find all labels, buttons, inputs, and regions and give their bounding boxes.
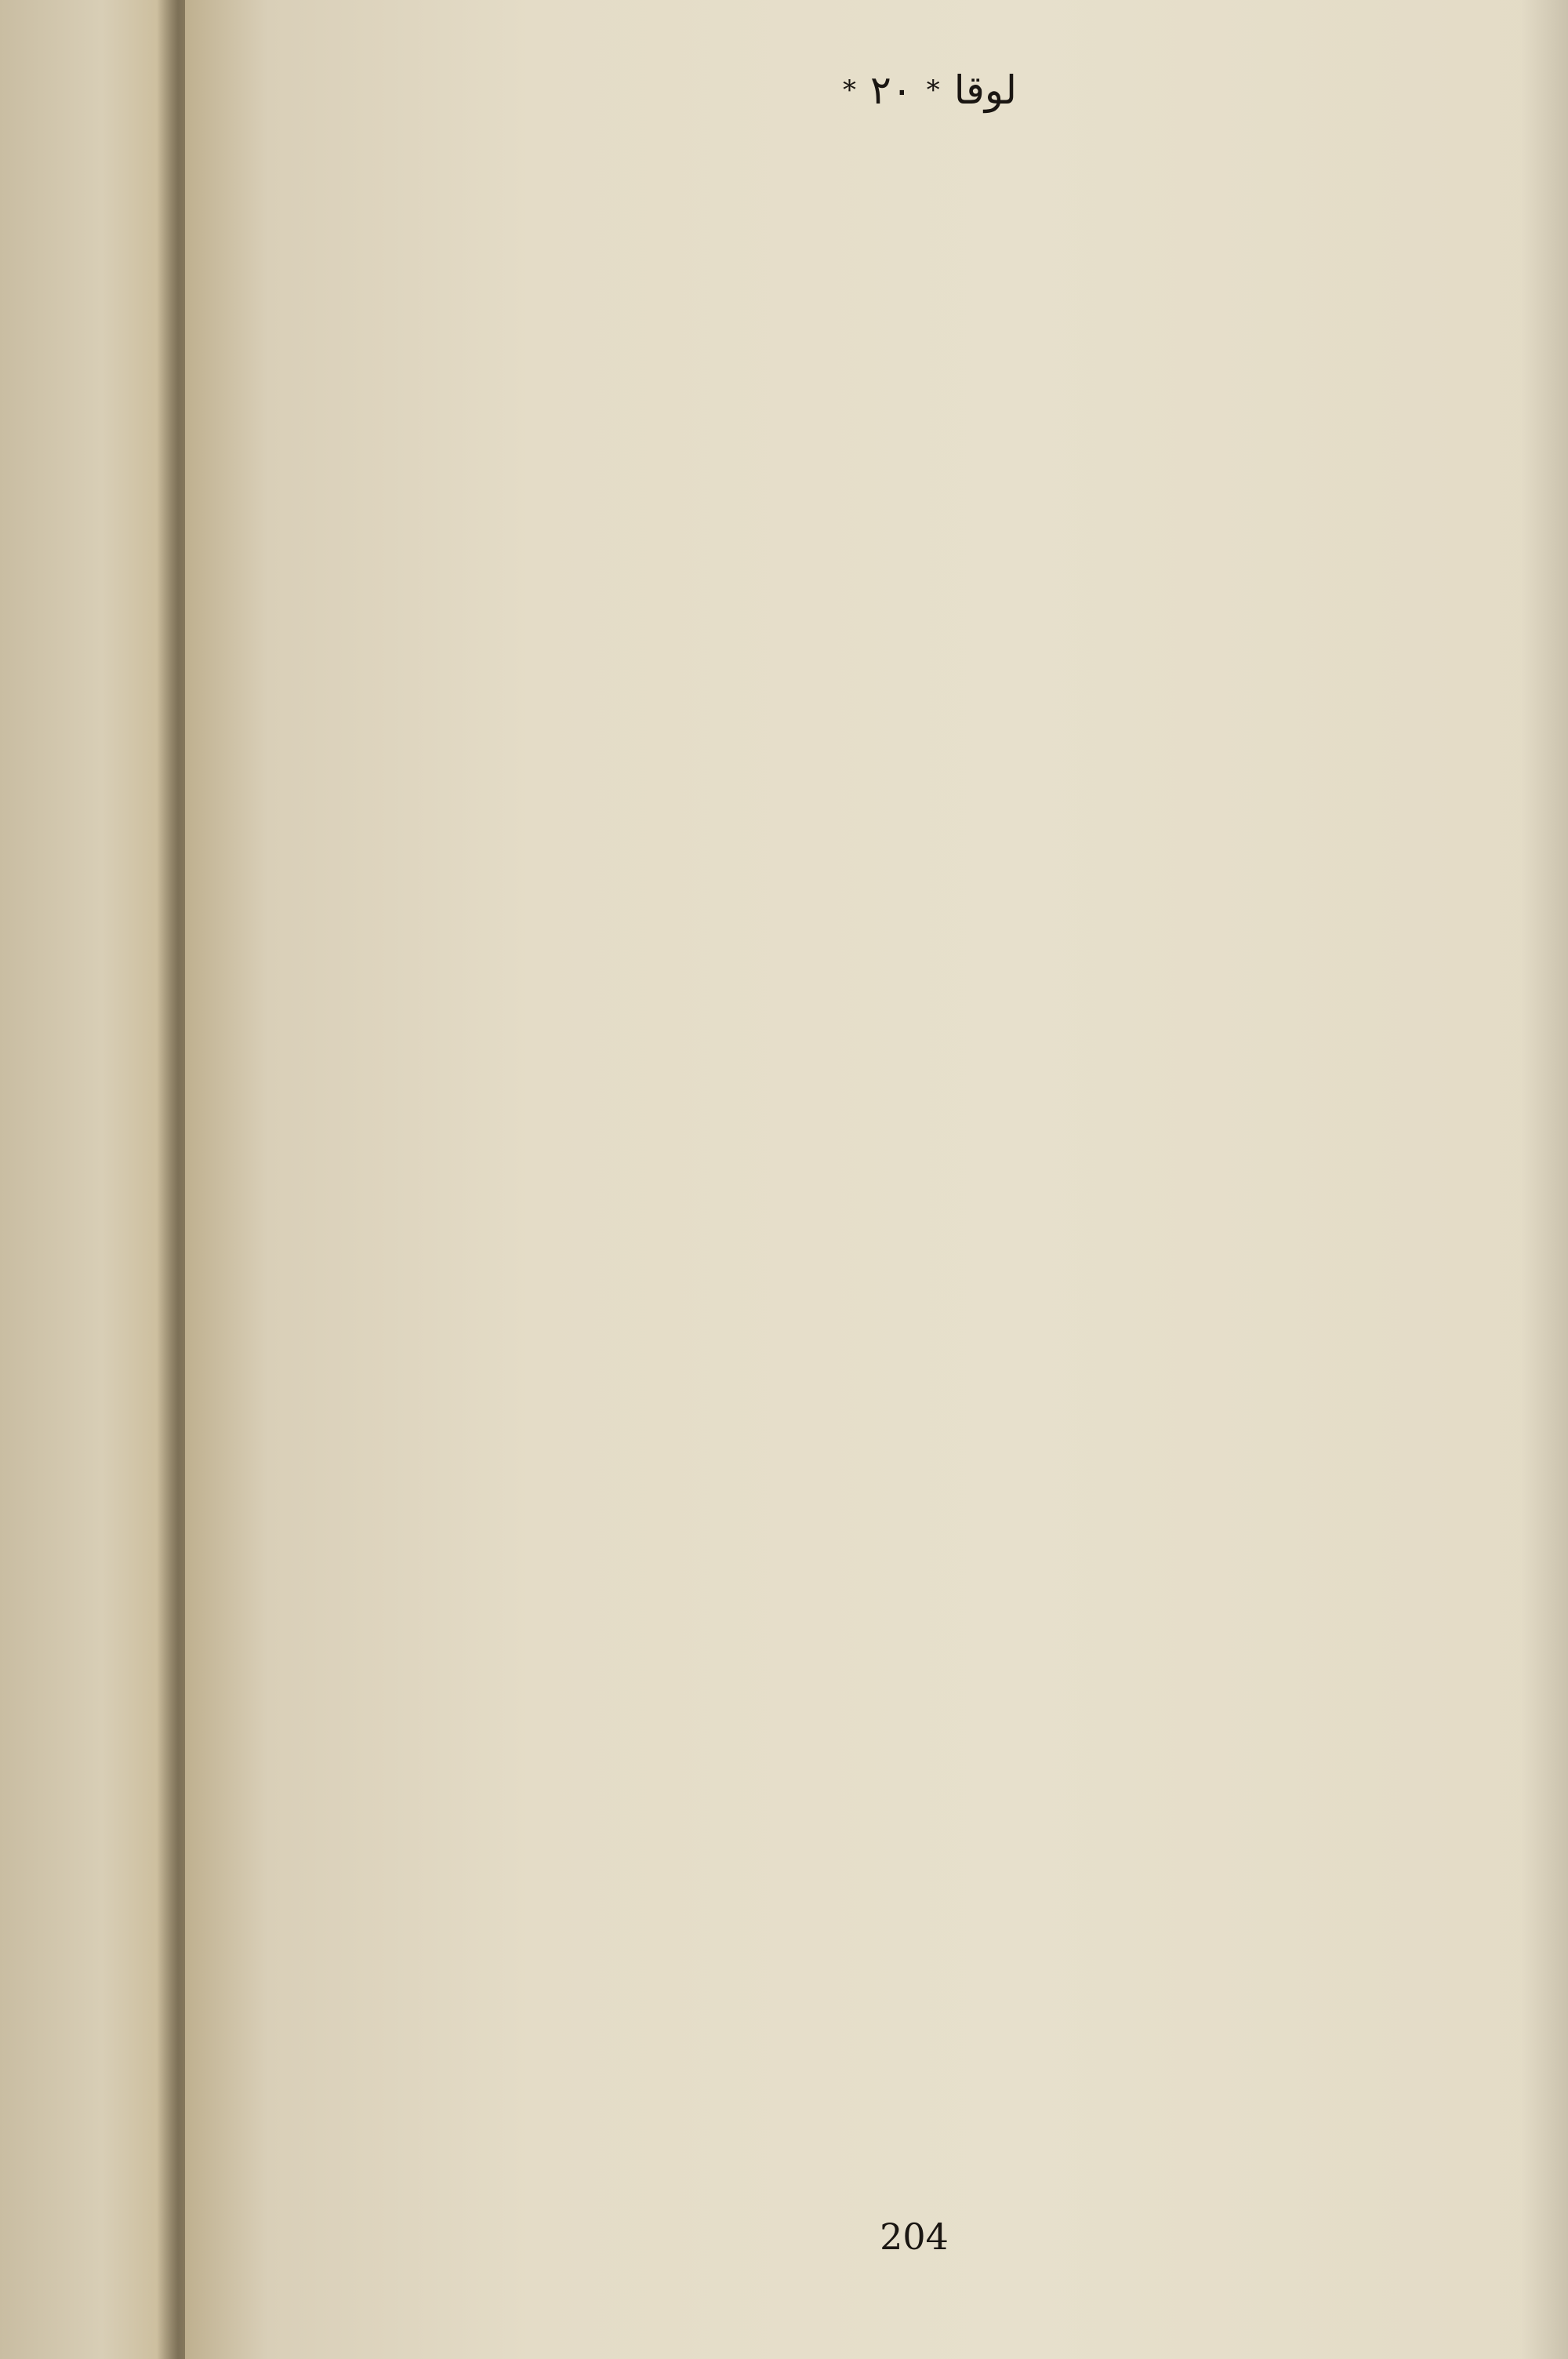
- line-text: [342, 1175, 1330, 1264]
- verse-number: [1361, 1637, 1424, 1727]
- verse-number: [1361, 1730, 1424, 1819]
- line-text: [342, 249, 1330, 339]
- text-line: [185, 1175, 1568, 1264]
- verse-number: [1361, 342, 1424, 431]
- text-line: [185, 805, 1568, 894]
- line-text: [342, 1082, 1330, 1172]
- verse-number: [1361, 249, 1424, 339]
- verse-number: [1361, 805, 1424, 894]
- line-text: [342, 157, 1330, 246]
- text-line: [185, 1452, 1568, 1542]
- line-text: [342, 897, 1330, 987]
- page-number: 204: [880, 2215, 949, 2258]
- text-line: [185, 1082, 1568, 1172]
- text-line: [185, 990, 1568, 1079]
- line-text: [342, 1637, 1330, 1727]
- text-line: [185, 620, 1568, 709]
- text-line: [185, 1267, 1568, 1357]
- text-line: [185, 434, 1568, 524]
- line-text: [342, 1452, 1330, 1542]
- line-text: [342, 990, 1330, 1079]
- text-line: [185, 157, 1568, 246]
- line-text: [342, 527, 1330, 616]
- verse-number: [1361, 434, 1424, 524]
- verse-number: [1361, 897, 1424, 987]
- text-line: [185, 1545, 1568, 1634]
- verse-number: [1361, 990, 1424, 1079]
- verse-number: [1361, 1267, 1424, 1357]
- text-line: [185, 249, 1568, 339]
- verse-number: [1361, 1823, 1424, 1912]
- verse-number: [1361, 1545, 1424, 1634]
- verse-number: [1361, 157, 1424, 246]
- line-text: [342, 620, 1330, 709]
- verse-number: [1361, 1082, 1424, 1172]
- line-text: [342, 1360, 1330, 1449]
- line-text: [342, 1915, 1330, 2005]
- header-separator: *: [926, 75, 940, 106]
- book-title: لوقا: [953, 67, 1017, 113]
- verse-number: [1361, 620, 1424, 709]
- text-line: [185, 1360, 1568, 1449]
- text-line: [185, 1637, 1568, 1727]
- line-text: [342, 1267, 1330, 1357]
- text-line: [185, 712, 1568, 801]
- verse-number: [1361, 712, 1424, 801]
- line-text: [342, 805, 1330, 894]
- line-text: [342, 1823, 1330, 1912]
- running-head: [734, 55, 1126, 125]
- text-line: [185, 1915, 1568, 2005]
- text-line: [185, 527, 1568, 616]
- page-edge-shadow: [1521, 0, 1568, 2359]
- verse-number: [1361, 527, 1424, 616]
- verse-number: [1361, 2149, 1424, 2238]
- verse-number: [1361, 1915, 1424, 2005]
- book-page: [185, 0, 1568, 2359]
- line-text: [342, 342, 1330, 431]
- chapter-number: ۲۰: [870, 67, 913, 113]
- text-line: [185, 897, 1568, 987]
- text-line: [185, 342, 1568, 431]
- line-text: [342, 1545, 1330, 1634]
- verse-number: [1361, 1360, 1424, 1449]
- text-line: [185, 1823, 1568, 1912]
- line-text: [342, 1730, 1330, 1819]
- text-line: [185, 1730, 1568, 1819]
- line-text: [342, 434, 1330, 524]
- verse-number: [1361, 1452, 1424, 1542]
- verse-number: [1361, 1175, 1424, 1264]
- header-separator: *: [843, 75, 857, 106]
- line-text: [342, 712, 1330, 801]
